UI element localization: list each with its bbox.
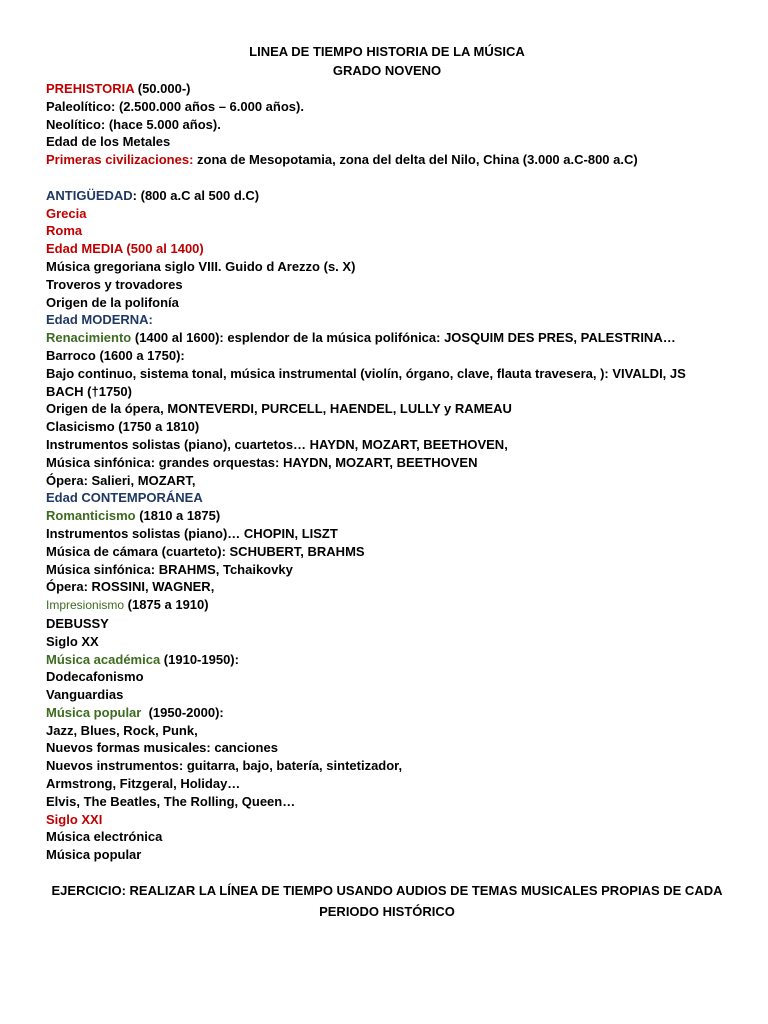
timeline-line [46, 757, 728, 775]
period-label: Siglo XXI [46, 811, 103, 827]
timeline-line [46, 793, 728, 811]
line-text: Origen de la ópera, MONTEVERDI, PURCELL, HAENDEL, LULLY y RAMEAU [46, 401, 512, 417]
timeline-line [46, 205, 728, 223]
timeline-line [46, 240, 728, 258]
line-text: Clasicismo (1750 a 1810) [46, 419, 200, 435]
line-text: Origen de la polifonía [46, 294, 179, 310]
timeline-line [46, 276, 728, 294]
line-text: Jazz, Blues, Rock, Punk, [46, 722, 198, 738]
timeline-line [46, 722, 728, 740]
timeline-line [46, 133, 728, 151]
line-text: Armstrong, Fitzgeral, Holiday… [46, 776, 241, 792]
line-text: DEBUSSY [46, 615, 109, 631]
line-text: Barroco (1600 a 1750): [46, 347, 185, 363]
timeline-line [46, 383, 728, 401]
timeline-line [46, 187, 728, 205]
timeline-line [46, 222, 728, 240]
period-label: Impresionismo [46, 598, 125, 613]
period-label: Primeras civilizaciones: [46, 152, 194, 168]
line-text: (50.000-) [134, 81, 191, 96]
timeline-line [46, 543, 728, 561]
timeline-line [46, 436, 728, 454]
timeline-line [46, 686, 728, 704]
line-text: BACH (†1750) [46, 383, 132, 399]
timeline-line [46, 454, 728, 472]
line-text: Siglo XX [46, 633, 99, 649]
line-text: Ópera: Salieri, MOZART, [46, 472, 196, 488]
timeline-line [46, 846, 728, 864]
timeline-line [46, 633, 728, 651]
period-label: Grecia [46, 205, 87, 221]
line-text: Edad de los Metales [46, 134, 171, 150]
period-label: Romanticismo [46, 508, 136, 524]
exercise-line-1: EJERCICIO: REALIZAR LA LÍNEA DE TIEMPO USANDO AUDIOS DE TEMAS MUSICALES PROPIAS DE CADA [51, 883, 723, 898]
line-text: Instrumentos solistas (piano)… CHOPIN, LISZT [46, 525, 338, 541]
line-text: (1400 al 1600): esplendor de la música polifónica: JOSQUIM DES PRES, PALESTRINA… [131, 330, 676, 346]
line-text: Música de cámara (cuarteto): SCHUBERT, BRAHMS [46, 543, 365, 559]
line-text: (1810 a 1875) [135, 508, 221, 524]
period-label: Renacimiento [46, 330, 132, 346]
timeline-list [46, 80, 728, 864]
line-text: : (800 a.C al 500 d.C) [132, 187, 260, 203]
line-text: Paleolítico: (2.500.000 años – 6.000 años). [46, 98, 304, 114]
timeline-line [46, 507, 728, 525]
line-text: Música popular [46, 847, 142, 863]
timeline-line [46, 828, 728, 846]
timeline-line [46, 258, 728, 276]
timeline-line [46, 98, 728, 116]
period-label: Edad MODERNA: [46, 312, 153, 328]
period-label: ANTIGÜEDAD [46, 187, 133, 203]
line-text: Dodecafonismo [46, 669, 144, 685]
line-text: Música electrónica [46, 829, 163, 845]
timeline-line [46, 596, 728, 615]
timeline-line [46, 329, 728, 347]
line-text: (1910-1950): [160, 651, 239, 667]
period-label: PREHISTORIA [46, 81, 135, 96]
period-label: Roma [46, 223, 83, 239]
timeline-line [46, 400, 728, 418]
period-label: Música popular [46, 704, 142, 720]
line-text: Ópera: ROSSINI, WAGNER, [46, 579, 215, 595]
timeline-line [46, 472, 728, 490]
page-subtitle: GRADO NOVENO [332, 63, 442, 78]
timeline-line [46, 365, 728, 383]
timeline-line [46, 489, 728, 507]
line-text: Música gregoriana siglo VIII. Guido d Arezzo (s. X) [46, 258, 356, 274]
line-text: Vanguardias [46, 687, 124, 703]
line-text: Troveros y trovadores [46, 276, 183, 292]
page-title: LINEA DE TIEMPO HISTORIA DE LA MÚSICA [249, 44, 525, 59]
period-label: Edad MEDIA (500 al 1400) [46, 241, 204, 257]
timeline-line [46, 151, 728, 169]
line-text: Neolítico: (hace 5.000 años). [46, 116, 221, 132]
timeline-line [46, 578, 728, 596]
timeline-line [46, 116, 728, 134]
timeline-line [46, 525, 728, 543]
timeline-line [46, 739, 728, 757]
timeline-line [46, 418, 728, 436]
timeline-line [46, 668, 728, 686]
exercise-line-2: PERIODO HISTÓRICO [319, 904, 455, 919]
line-text: Música sinfónica: BRAHMS, Tchaikovky [46, 561, 293, 577]
exercise-instructions [46, 880, 728, 922]
period-label: Edad CONTEMPORÁNEA [46, 490, 203, 506]
timeline-line [46, 311, 728, 329]
line-text: (1950-2000): [141, 704, 224, 720]
timeline-line [46, 811, 728, 829]
timeline-line [46, 651, 728, 669]
timeline-line [46, 775, 728, 793]
period-label: Música académica [46, 651, 161, 667]
timeline-line [46, 80, 728, 98]
line-text: Bajo continuo, sistema tonal, música instrumental (violín, órgano, clave, flauta travesera, ): VIVALDI, JS [46, 365, 686, 381]
line-text: Instrumentos solistas (piano), cuartetos… HAYDN, MOZART, BEETHOVEN, [46, 436, 508, 452]
line-text: zona de Mesopotamia, zona del delta del Nilo, China (3.000 a.C-800 a.C) [193, 152, 638, 168]
timeline-line [46, 294, 728, 312]
line-text: (1875 a 1910) [124, 597, 209, 613]
timeline-line [46, 561, 728, 579]
line-text: Nuevos instrumentos: guitarra, bajo, batería, sintetizador, [46, 758, 403, 774]
timeline-line [46, 704, 728, 722]
line-text: Elvis, The Beatles, The Rolling, Queen… [46, 793, 296, 809]
line-text: Música sinfónica: grandes orquestas: HAYDN, MOZART, BEETHOVEN [46, 454, 478, 470]
timeline-line [46, 347, 728, 365]
line-text: Nuevos formas musicales: canciones [46, 740, 278, 756]
timeline-line [46, 615, 728, 633]
